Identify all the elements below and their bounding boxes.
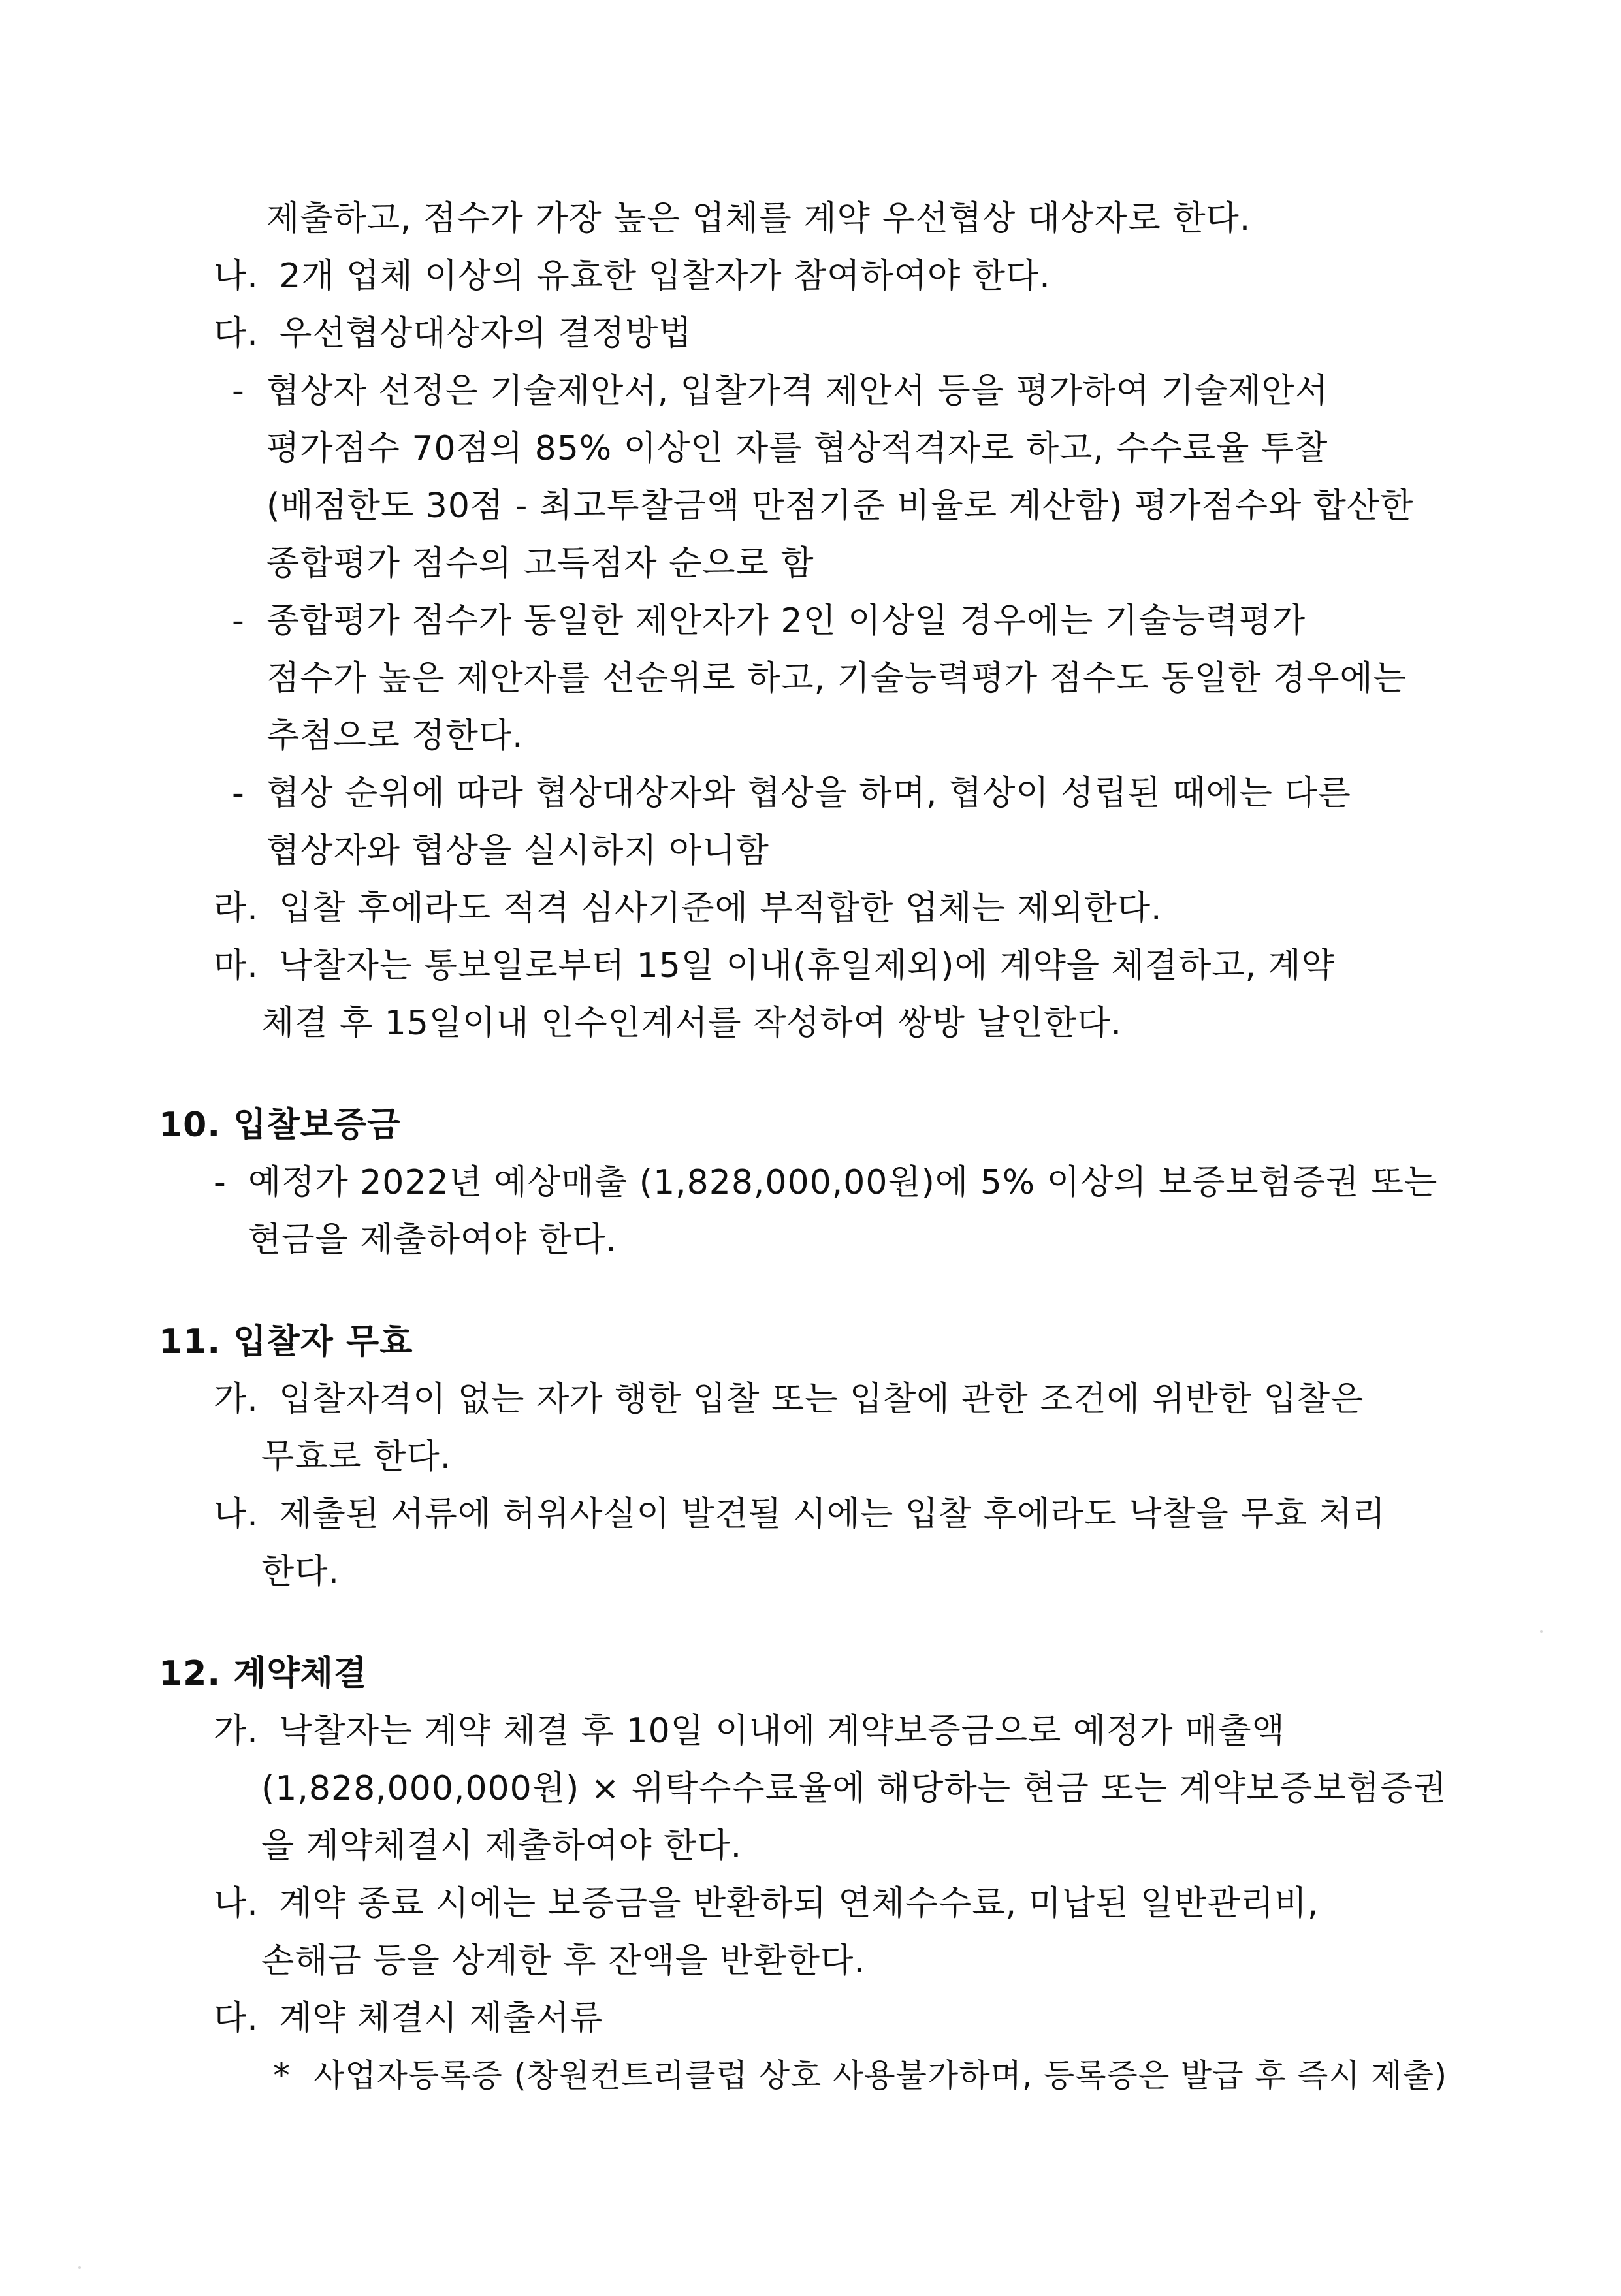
item-continuation-line: 무효로 한다. — [261, 1437, 452, 1476]
bullet-line: 현금을 제출하여야 한다. — [248, 1220, 617, 1260]
bullet-marker: - — [232, 774, 245, 813]
item-marker: 나. — [214, 1495, 259, 1534]
bullet-marker: - — [232, 372, 245, 411]
item-text: 입찰 후에라도 적격 심사기준에 부적합한 업체는 제외한다. — [279, 889, 1163, 928]
bullet-line: 종합평가 점수가 동일한 제안자가 2인 이상일 경우에는 기술능력평가 — [266, 601, 1306, 641]
bullet-marker: - — [232, 601, 245, 641]
bullet-line: 협상 순위에 따라 협상대상자와 협상을 하며, 협상이 성립된 때에는 다른 — [266, 774, 1352, 813]
item-marker: 다. — [214, 1999, 259, 2038]
bullet-line: 평가점수 70점의 85% 이상인 자를 협상적격자로 하고, 수수료율 투찰 — [266, 429, 1328, 468]
section10-heading: 10. 입찰보증금 — [159, 1106, 401, 1145]
item-marker: 다. — [214, 314, 259, 353]
bullet-line: 협상자와 협상을 실시하지 아니함 — [266, 831, 769, 870]
item-marker: 라. — [214, 889, 259, 928]
bullet-line: 예정가 2022년 예상매출 (1,828,000,00원)에 5% 이상의 보증보험증권 또는 — [248, 1163, 1438, 1202]
section9-item-ma — [214, 943, 1335, 989]
section11-item-ga — [214, 1377, 1364, 1422]
item-marker: 가. — [214, 1380, 259, 1419]
bullet-line: 협상자 선정은 기술제안서, 입찰가격 제안서 등을 평가하여 기술제안서 — [266, 372, 1328, 411]
item-text: 2개 업체 이상의 유효한 입찰자가 참여하여야 한다. — [279, 257, 1051, 296]
section12-item-na — [214, 1881, 1319, 1926]
section9-continued-line: 제출하고, 점수가 가장 높은 업체를 계약 우선협상 대상자로 한다. — [266, 199, 1251, 238]
scan-speck — [78, 2266, 81, 2269]
star-marker: * — [273, 2056, 291, 2096]
section12-item-da — [214, 1996, 603, 2041]
item-continuation-line: 한다. — [261, 1552, 340, 1591]
item-text: 낙찰자는 계약 체결 후 10일 이내에 계약보증금으로 예정가 매출액 — [279, 1712, 1285, 1751]
bullet-line: 점수가 높은 제안자를 선순위로 하고, 기술능력평가 점수도 동일한 경우에는 — [266, 659, 1407, 698]
section9-item-ra — [214, 885, 1163, 931]
item-marker: 나. — [214, 1884, 259, 1923]
section11-heading: 11. 입찰자 무효 — [159, 1322, 413, 1362]
item-text: 우선협상대상자의 결정방법 — [279, 314, 692, 353]
scan-speck — [1540, 1630, 1543, 1633]
section12-item-ga — [214, 1708, 1285, 1754]
item-marker: 가. — [214, 1712, 259, 1751]
bullet-line: (배점한도 30점 - 최고투찰금액 만점기준 비율로 계산함) 평가점수와 합산한 — [266, 486, 1414, 526]
item-marker: 마. — [214, 946, 259, 985]
item-text: 계약 종료 시에는 보증금을 반환하되 연체수수료, 미납된 일반관리비, — [279, 1884, 1319, 1923]
item-text: 계약 체결시 제출서류 — [279, 1999, 603, 2038]
section9-item-na — [214, 253, 1051, 299]
section11-item-na — [214, 1491, 1386, 1537]
section12-heading: 12. 계약체결 — [159, 1654, 368, 1693]
bullet-marker: - — [214, 1163, 227, 1202]
item-continuation-line: 을 계약체결시 제출하여야 한다. — [261, 1826, 743, 1866]
section9-item-da — [214, 311, 692, 357]
bullet-line: 종합평가 점수의 고득점자 순으로 함 — [266, 544, 814, 583]
item-text: 제출된 서류에 허위사실이 발견될 시에는 입찰 후에라도 낙찰을 무효 처리 — [279, 1495, 1387, 1534]
item-continuation-line: (1,828,000,000원) × 위탁수수료율에 해당하는 현금 또는 계약보증보험증권 — [261, 1769, 1447, 1808]
item-text: 입찰자격이 없는 자가 행한 입찰 또는 입찰에 관한 조건에 위반한 입찰은 — [279, 1380, 1364, 1419]
item-continuation-line: 손해금 등을 상계한 후 잔액을 반환한다. — [261, 1941, 865, 1981]
item-text: 낙찰자는 통보일로부터 15일 이내(휴일제외)에 계약을 체결하고, 계약 — [279, 946, 1336, 985]
bullet-line: 추첨으로 정한다. — [266, 716, 524, 756]
star-item-text: 사업자등록증 (창원컨트리클럽 상호 사용불가하며, 등록증은 발급 후 즉시 제출) — [313, 2057, 1448, 2094]
item-continuation-line: 체결 후 15일이내 인수인계서를 작성하여 쌍방 날인한다. — [261, 1004, 1122, 1043]
item-marker: 나. — [214, 257, 259, 296]
